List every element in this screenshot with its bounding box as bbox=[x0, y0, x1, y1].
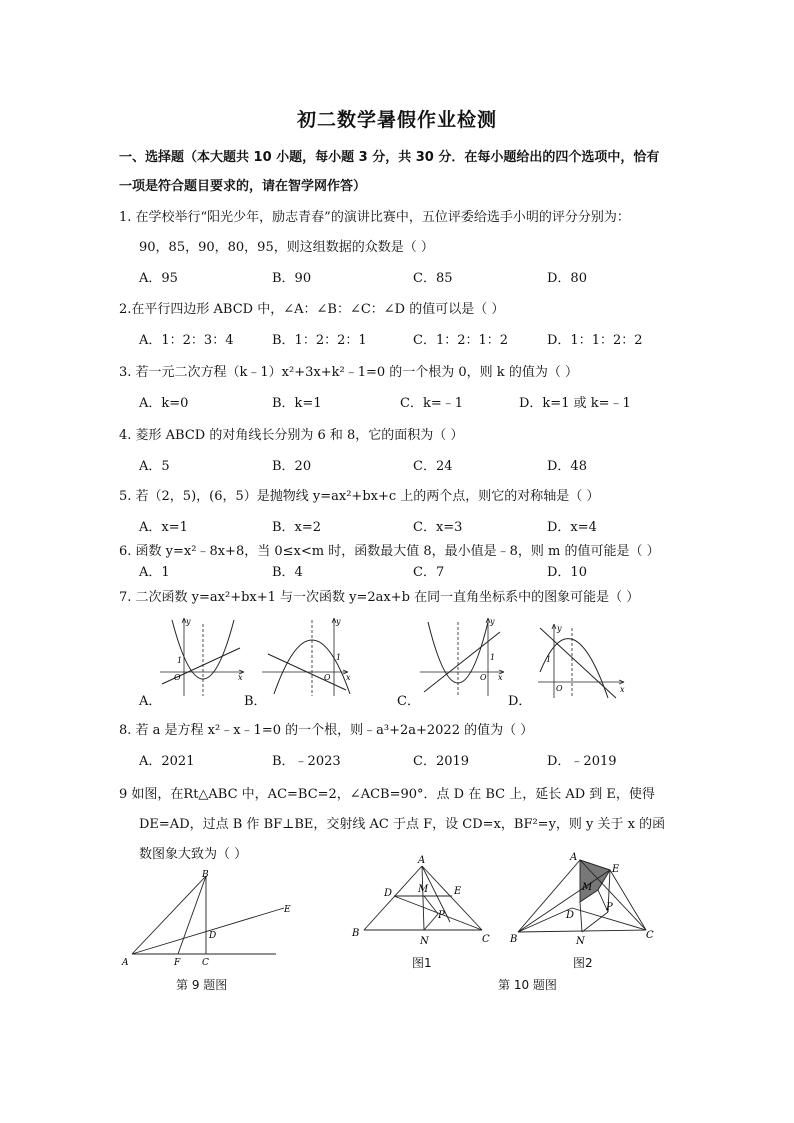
q6-option-d: D．10 bbox=[547, 565, 587, 580]
fig1-label-n: N bbox=[420, 936, 429, 947]
q6-option-c: C．7 bbox=[413, 565, 445, 580]
caption-fig10: 第 10 题图 bbox=[498, 978, 557, 992]
fig9-label-b: B bbox=[202, 870, 209, 880]
q2-option-c: C．1：2：1：2 bbox=[413, 333, 509, 348]
q3-option-c: C．k=﹣1 bbox=[400, 396, 463, 411]
q7-option-d: D． bbox=[508, 694, 532, 709]
question-9-line3: 数图象大致为（ ） bbox=[139, 847, 248, 862]
question-7: 7. 二次函数 y=ax²+bx+1 与一次函数 y=2ax+b 在同一直角坐标系中的图象可能是（ ） bbox=[119, 590, 640, 605]
q5-option-b: B．x=2 bbox=[272, 520, 322, 535]
graph-c-one-label: 1 bbox=[490, 653, 496, 662]
figure-10-fig1 bbox=[346, 852, 496, 948]
q4-option-a: A．5 bbox=[139, 459, 170, 474]
q1-option-d: D．80 bbox=[547, 271, 587, 286]
fig1-label-d: D bbox=[384, 888, 393, 899]
fig2-label-b: B bbox=[510, 934, 518, 945]
caption-fig9: 第 9 题图 bbox=[176, 978, 228, 992]
q7-graph-b bbox=[260, 614, 352, 698]
question-2: 2.在平行四边形 ABCD 中，∠A：∠B：∠C：∠D 的值可以是（ ） bbox=[119, 302, 505, 317]
question-1-line2: 90，85，90，80，95，则这组数据的众数是（ ） bbox=[139, 240, 434, 255]
graph-b-origin-label: O bbox=[324, 673, 331, 682]
q3-option-a: A．k=0 bbox=[139, 396, 189, 411]
q5-option-d: D．x=4 bbox=[547, 520, 597, 535]
q4-option-b: B．20 bbox=[272, 459, 312, 474]
graph-b-one-label: 1 bbox=[336, 653, 342, 662]
graph-a-y-label: y bbox=[186, 617, 191, 626]
graph-a-one-label: 1 bbox=[177, 656, 183, 665]
graph-b-x-label: x bbox=[346, 673, 351, 682]
q5-option-a: A．x=1 bbox=[139, 520, 188, 535]
question-9-line1: 9 如图，在Rt△ABC 中，AC=BC=2，∠ACB=90°．点 D 在 BC 上，延长 AD 到 E，使得 bbox=[119, 787, 655, 802]
q7-graph-c bbox=[418, 614, 508, 698]
fig1-label-m: M bbox=[418, 884, 429, 895]
graph-b-y-label: y bbox=[336, 617, 341, 626]
fig1-label-b: B bbox=[352, 928, 360, 939]
q3-option-d: D．k=1 或 k=﹣1 bbox=[519, 396, 631, 411]
fig2-label-n: N bbox=[576, 936, 585, 947]
fig1-label-p: P bbox=[438, 910, 445, 921]
q3-option-b: B．k=1 bbox=[272, 396, 322, 411]
page-title: 初二数学暑假作业检测 bbox=[296, 109, 497, 131]
section-heading-line1: 一、选择题（本大题共 10 小题，每小题 3 分，共 30 分．在每小题给出的四个选项中，恰有 bbox=[119, 150, 660, 165]
q1-option-c: C．85 bbox=[413, 271, 453, 286]
fig2-label-c: C bbox=[646, 930, 654, 941]
q1-option-a: A．95 bbox=[139, 271, 178, 286]
fig2-label-d: D bbox=[566, 910, 575, 921]
caption-fig1: 图1 bbox=[412, 956, 432, 970]
q7-option-c: C． bbox=[397, 694, 420, 709]
q8-option-d: D．﹣2019 bbox=[547, 754, 617, 769]
question-5: 5. 若（2，5)，(6，5）是抛物线 y=ax²+bx+c 上的两个点，则它的对称轴是（ ） bbox=[119, 489, 600, 504]
q7-graph-d bbox=[536, 622, 628, 700]
graph-d-origin-label: O bbox=[556, 684, 563, 693]
q2-option-d: D．1：1：2：2 bbox=[547, 333, 643, 348]
graph-d-y-label: y bbox=[557, 624, 562, 633]
fig9-label-c: C bbox=[202, 958, 209, 968]
q8-option-a: A．2021 bbox=[139, 754, 195, 769]
fig9-label-e: E bbox=[284, 905, 291, 915]
fig9-label-a: A bbox=[122, 958, 129, 968]
q4-option-d: D．48 bbox=[547, 459, 587, 474]
graph-c-x-label: x bbox=[498, 673, 503, 682]
fig1-label-e: E bbox=[454, 886, 462, 897]
q2-option-a: A．1：2：3：4 bbox=[139, 333, 234, 348]
question-8: 8. 若 a 是方程 x²﹣x﹣1=0 的一个根，则﹣a³+2a+2022 的值为（ ） bbox=[119, 723, 534, 738]
q5-option-c: C．x=3 bbox=[413, 520, 463, 535]
caption-fig2: 图2 bbox=[573, 956, 593, 970]
graph-a-origin-label: O bbox=[174, 673, 181, 682]
graph-d-x-label: x bbox=[620, 685, 625, 694]
q6-option-b: B．4 bbox=[272, 565, 303, 580]
fig1-label-c: C bbox=[482, 934, 490, 945]
fig2-label-a: A bbox=[570, 852, 578, 863]
graph-d-one-label: 1 bbox=[546, 655, 552, 664]
q4-option-c: C．24 bbox=[413, 459, 453, 474]
figure-9 bbox=[120, 868, 300, 968]
question-6: 6. 函数 y=x²﹣8x+8，当 0≤x<m 时，函数最大值 8，最小值是﹣8，则 m 的值可能是（ ） bbox=[119, 544, 660, 559]
q6-option-a: A．1 bbox=[139, 565, 170, 580]
fig2-label-p: P bbox=[606, 902, 613, 913]
fig9-label-f: F bbox=[174, 958, 181, 968]
fig1-label-a: A bbox=[418, 855, 426, 866]
q8-option-b: B．﹣2023 bbox=[272, 754, 341, 769]
q7-option-a: A． bbox=[139, 694, 162, 709]
section-heading-line2: 一项是符合题目要求的，请在智学网作答） bbox=[119, 179, 367, 194]
graph-c-origin-label: O bbox=[480, 673, 487, 682]
fig9-label-d: D bbox=[209, 931, 217, 941]
question-9-line2: DE=AD，过点 B 作 BF⊥BE，交射线 AC 于点 F，设 CD=x，BF²=y，则 y 关于 x 的函 bbox=[139, 817, 666, 832]
question-3: 3. 若一元二次方程（k﹣1）x²+3x+k²﹣1=0 的一个根为 0，则 k 的值为（ ） bbox=[119, 365, 578, 380]
figure-10-fig2 bbox=[510, 850, 660, 950]
q7-option-b: B． bbox=[244, 694, 267, 709]
q8-option-c: C．2019 bbox=[413, 754, 470, 769]
question-1-line1: 1. 在学校举行“阳光少年，励志青春”的演讲比赛中，五位评委给选手小明的评分分别为： bbox=[119, 210, 630, 225]
fig2-label-e: E bbox=[612, 864, 620, 875]
graph-a-x-label: x bbox=[238, 673, 243, 682]
q2-option-b: B．1：2：2：1 bbox=[272, 333, 367, 348]
fig2-label-m: M bbox=[582, 882, 593, 893]
q7-graph-a bbox=[158, 614, 248, 698]
q1-option-b: B．90 bbox=[272, 271, 312, 286]
question-4: 4. 菱形 ABCD 的对角线长分别为 6 和 8，它的面积为（ ） bbox=[119, 428, 464, 443]
graph-c-y-label: y bbox=[490, 617, 495, 626]
